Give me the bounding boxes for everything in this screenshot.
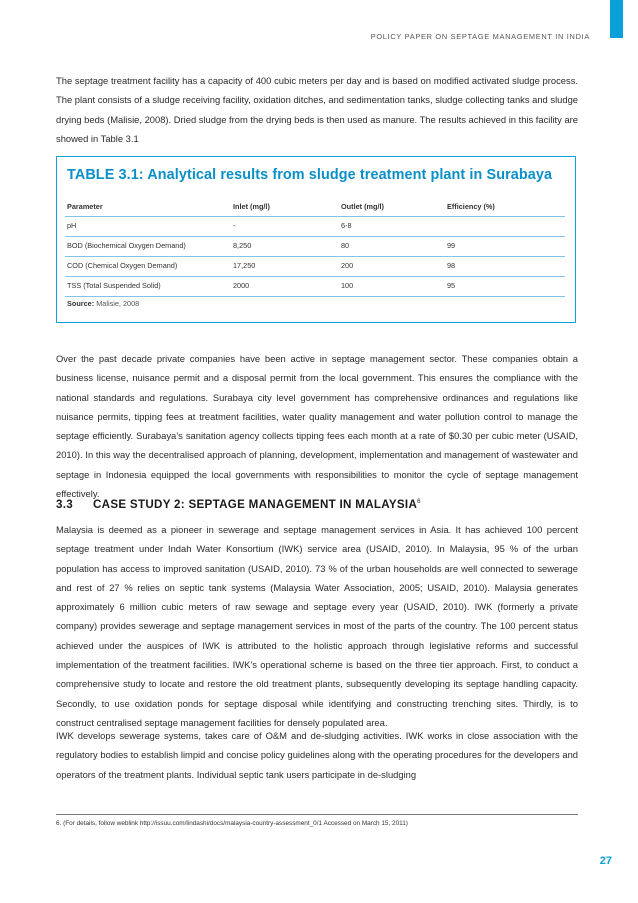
- table-cell: 99: [447, 241, 456, 250]
- table-header-cell: Parameter: [67, 202, 103, 211]
- table-header-cell: Outlet (mg/l): [341, 202, 384, 211]
- footnote-ref: 6: [417, 499, 421, 506]
- table-cell: 8,250: [233, 241, 252, 250]
- table-cell: 95: [447, 281, 456, 290]
- page-number: 27: [599, 855, 612, 867]
- paragraph-intro: The septage treatment facility has a capacity of 400 cubic meters per day and is based on modified activated sludge process. The plant consists of a sludge receiving facility, oxidation ditches, and sedimentation tanks, sludge collecting tanks and sludge drying beds (Malisie, 2008). Dried sludge from the drying beds is then used as manure. The results achieved in this facility are showed in Table 3.1: [56, 75, 579, 144]
- table-cell: 200: [341, 261, 354, 270]
- table-cell: 6-8: [341, 221, 352, 230]
- table-row: [65, 256, 565, 276]
- section-title: CASE STUDY 2: SEPTAGE MANAGEMENT IN MALAYSIA: [93, 498, 418, 511]
- table-cell: COD (Chemical Oxygen Demand): [67, 261, 178, 270]
- table-row: [65, 216, 565, 236]
- table-cell: 100: [341, 281, 354, 290]
- table-header-cell: Efficiency (%): [447, 202, 495, 211]
- table-cell: 17,250: [233, 261, 256, 270]
- section-heading: [56, 498, 421, 511]
- paragraph-malaysia: Malaysia is deemed as a pioneer in sewerage and septage management services in Asia. It has achieved 100 percent septage treatment under Indah Water Konsortium (IWK) service area (USAID, 2010). In Malaysia, 95 % of the urban population has access to improved sanitation (USAID, 2010). 73 % of the urban households are well connected to sewerage and rest of 27 % relies on septic tank systems (Malaysia Water Association, 2005; USAID, 2010). Malaysia generates approximately 6 million cubic meters of raw sewage and septage every year (USAID, 2010). IWK (formerly a private company) provides sewerage and septage management services in most of the parts of the country. The 100 percent status achieved under the auspices of IWK is attributed to the holistic approach through legislative reforms and successful implementation of the treatment facilities. IWK’s operational scheme is based on the three tier approach. First, to conduct a comprehensive study to locate and restore the old treatment plants, subsequently developing its septage handling capacity. Secondly, to use oxidation ponds for septage disposal while identifying and constructing trenching sites. Thirdly, is to construct centralised septage management facilities for densely populated area.: [56, 524, 578, 728]
- table-source: [67, 299, 139, 308]
- table-header-cell: Inlet (mg/l): [233, 202, 270, 211]
- table-cell: -: [233, 221, 236, 230]
- table-title: TABLE 3.1: Analytical results from sludge treatment plant in Surabaya: [67, 167, 553, 183]
- table-3-1: [56, 156, 576, 323]
- table-cell: 2000: [233, 281, 250, 290]
- footnote: 6. (For details, follow weblink http://issuu.com/lindashi/docs/malaysia-country-assessment_0/1 Accessed on March 15, 2011): [56, 820, 408, 827]
- header-accent-bar: [610, 0, 623, 38]
- paragraph-private-companies: Over the past decade private companies have been active in septage management sector. These companies obtain a business license, nuisance permit and a disposal permit from the local government. This ensures the compliance with the national standards and regulations. Surabaya city level government has comprehensive ordinances and regulations like nuisance permits, tipping fees at treatment facilities, water quality management and water pollution control to manage the septage efficiently. Surabaya’s sanitation agency collects tipping fees each month at a rate of $0.30 per cubic meter (USAID, 2010). In this way the decentralised approach of planning, development, implementation and management of wastewater and septage in Indonesia equipped the local governments with responsibilities to monitor the cycle of septage management effectively.: [56, 353, 578, 500]
- table-cell: TSS (Total Suspended Solid): [67, 281, 161, 290]
- source-text: Malisie, 2008: [94, 299, 140, 308]
- table-cell: 98: [447, 261, 456, 270]
- table-divider: [65, 296, 565, 297]
- table-cell: 80: [341, 241, 350, 250]
- table-row: [65, 276, 565, 296]
- running-header: POLICY PAPER ON SEPTAGE MANAGEMENT IN INDIA: [370, 32, 590, 41]
- table-cell: pH: [67, 221, 77, 230]
- section-number: 3.3: [56, 498, 74, 511]
- footnote-divider: [56, 814, 578, 815]
- source-label: Source:: [67, 299, 95, 308]
- table-cell: BOD (Biochemical Oxygen Demand): [67, 241, 186, 250]
- table-header-row: [65, 197, 565, 217]
- paragraph-iwk: IWK develops sewerage systems, takes care of O&M and de-sludging activities. IWK works in close association with the regulatory bodies to establish limpid and concise policy guidelines along with the operating procedures for the developers and operators of the treatment plants. Individual septic tank users participate in de-sludging: [56, 730, 578, 780]
- table-row: [65, 236, 565, 256]
